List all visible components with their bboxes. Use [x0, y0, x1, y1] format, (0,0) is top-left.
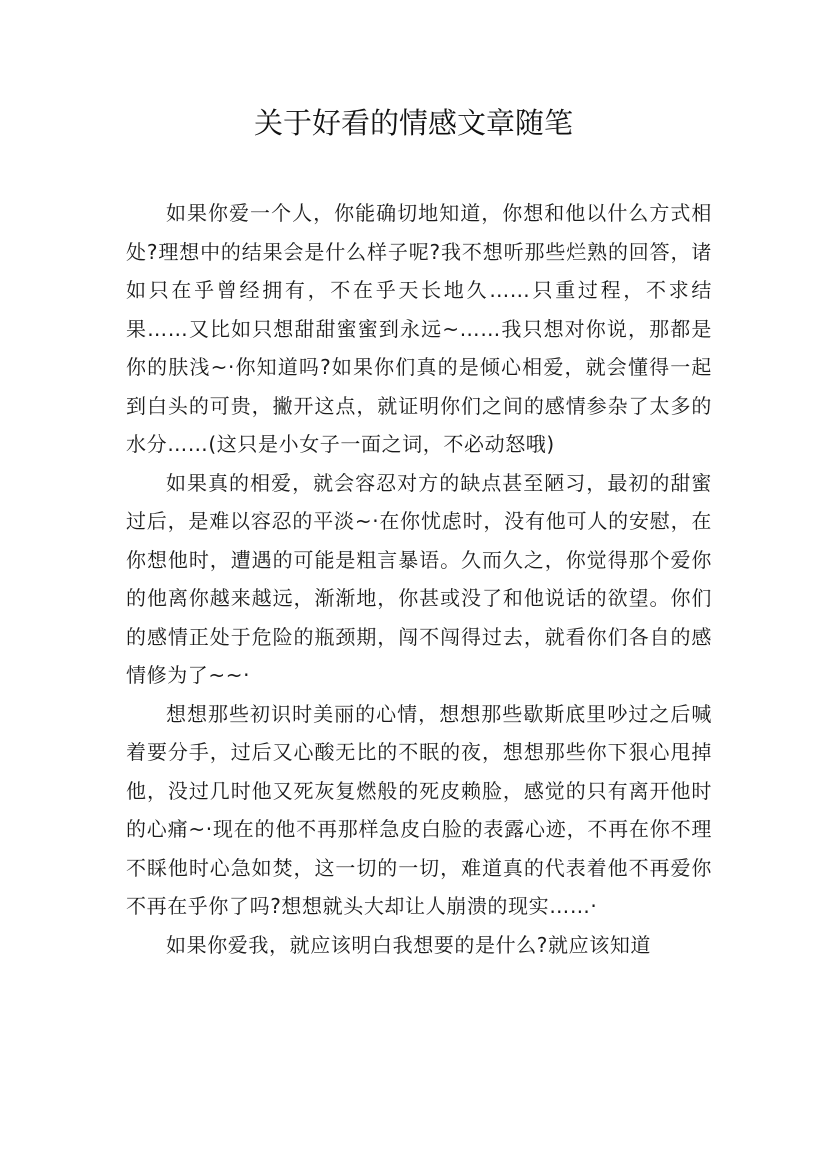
paragraph-3: 想想那些初识时美丽的心情，想想那些歇斯底里吵过之后喊着要分手，过后又心酸无比的不眠的夜，想想那些你下狠心甩掉他，没过几时他又死灰复燃般的死皮赖脸，感觉的只有离开他时的心痛~·现在的他不再那样急皮白脸的表露心迹，不再在你不理不睬他时心急如焚，这一切的一切，难道真的代表着他不再爱你不再在乎你了吗?想想就头大却让人崩溃的现实……·	[126, 701, 712, 918]
paragraph-2: 如果真的相爱，就会容忍对方的缺点甚至陋习，最初的甜蜜过后，是难以容忍的平淡~·在你忧虑时，没有他可人的安慰，在你想他时，遭遇的可能是粗言暴语。久而久之，你觉得那个爱你的他离你越来越远，渐渐地，你甚或没了和他说话的欲望。你们的感情正处于危险的瓶颈期，闯不闯得过去，就看你们各自的感情修为了~~·	[126, 470, 712, 687]
paragraph-4: 如果你爱我，就应该明白我想要的是什么?就应该知道	[166, 932, 652, 957]
document-body	[126, 194, 712, 964]
document-title: 关于好看的情感文章随笔	[253, 106, 573, 140]
paragraph-1: 如果你爱一个人，你能确切地知道，你想和他以什么方式相处?理想中的结果会是什么样子呢?我不想听那些烂熟的回答，诸如只在乎曾经拥有，不在乎天长地久……只重过程，不求结果……又比如只想甜甜蜜蜜到永远~……我只想对你说，那都是你的肤浅~·你知道吗?如果你们真的是倾心相爱，就会懂得一起到白头的可贵，撇开这点，就证明你们之间的感情参杂了太多的水分……(这只是小女子一面之词，不必动怒哦)	[126, 201, 712, 456]
